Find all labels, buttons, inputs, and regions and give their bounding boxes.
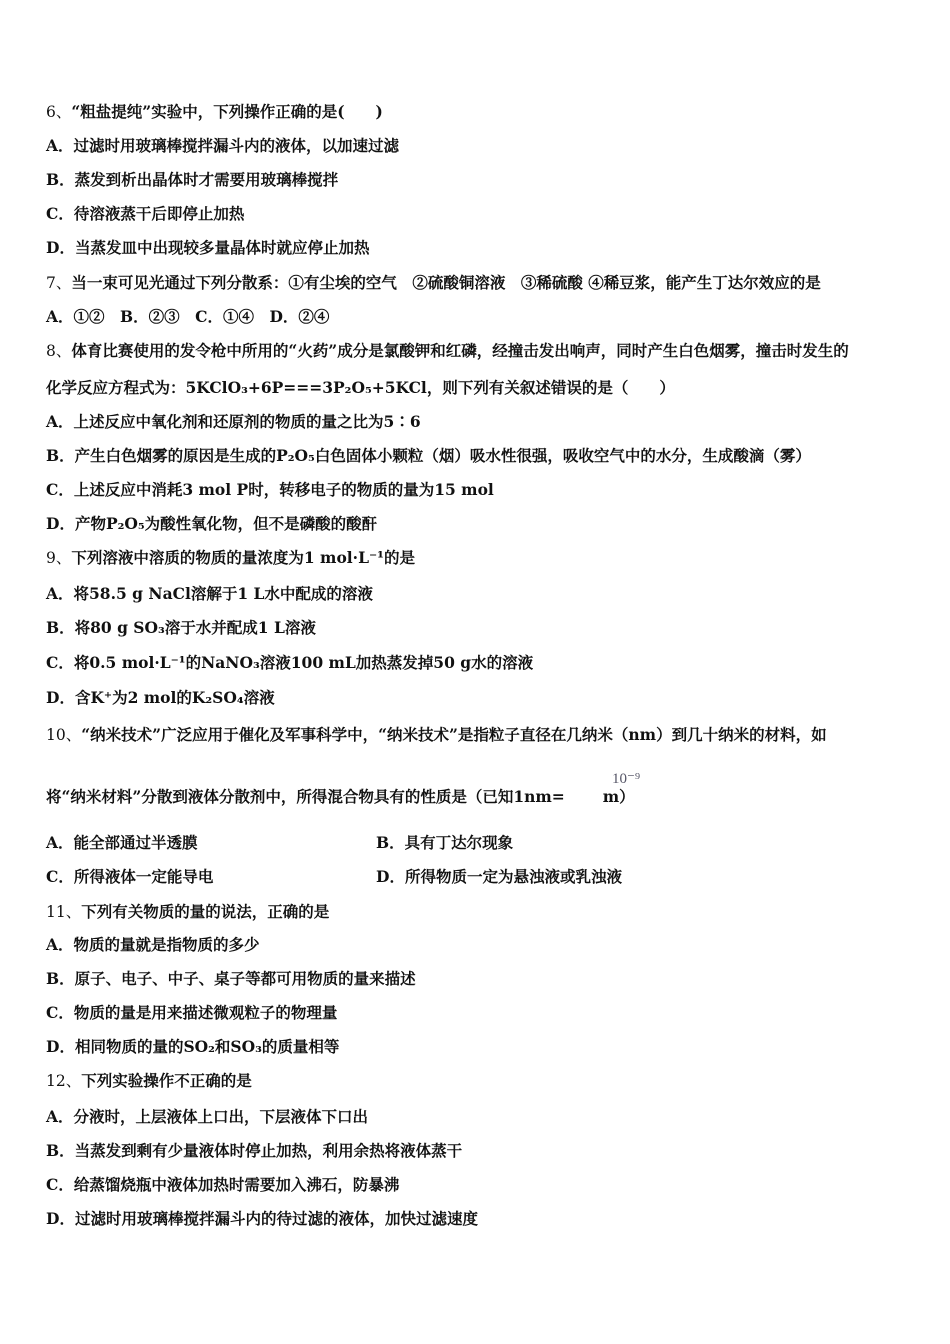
text-line — [46, 969, 416, 989]
text: C．待溶液蒸干后即停止加热 — [46, 204, 245, 223]
text-line — [46, 412, 421, 432]
text-line — [46, 787, 635, 807]
text: C．上述反应中消耗3 mol P时，转移电子的物质的量为15 mol — [46, 480, 494, 499]
text: C．给蒸馏烧瓶中液体加热时需要加入沸石，防暴沸 — [46, 1175, 400, 1194]
text-line — [46, 514, 377, 534]
text-line — [46, 725, 827, 745]
text-line — [46, 548, 415, 568]
text: D．含K⁺为2 mol的K₂SO₄溶液 — [46, 688, 275, 707]
question-number: 12、 — [46, 1072, 82, 1090]
text: A．分液时，上层液体上口出，下层液体下口出 — [46, 1107, 369, 1126]
text-line — [46, 307, 329, 327]
text-line — [376, 867, 622, 887]
question-number: 7、 — [46, 274, 72, 292]
text-line — [46, 935, 260, 955]
text: D．所得物质一定为悬浊液或乳浊液 — [376, 867, 622, 886]
text: B．将80 g SO₃溶于水并配成1 L溶液 — [46, 618, 316, 637]
text-line — [46, 1107, 368, 1127]
text: B．具有丁达尔现象 — [376, 833, 514, 852]
text-line — [46, 1141, 462, 1161]
text: m） — [602, 787, 635, 806]
question-number: 10、 — [46, 726, 82, 744]
text-line — [46, 902, 329, 922]
text: A．上述反应中氧化剂和还原剂的物质的量之比为5∶6 — [46, 412, 421, 431]
text-line — [46, 238, 369, 258]
question-number: 11、 — [46, 903, 82, 921]
text-line — [46, 446, 811, 466]
power-formula: 10⁻⁹ — [612, 771, 641, 787]
text-line — [46, 170, 338, 190]
text: A．能全部通过半透膜 — [46, 833, 198, 852]
text: 下列有关物质的量的说法，正确的是 — [81, 902, 330, 921]
question-number: 6、 — [46, 103, 72, 121]
text: A．将58.5 g NaCl溶解于1 L水中配成的溶液 — [46, 584, 373, 603]
text: 下列溶液中溶质的物质的量浓度为1 mol·L⁻¹的是 — [71, 548, 415, 567]
text: D．当蒸发皿中出现较多量晶体时就应停止加热 — [46, 238, 370, 257]
text-line — [46, 653, 533, 673]
text-line — [46, 102, 383, 122]
text-line — [46, 833, 198, 853]
text-line — [376, 833, 513, 853]
text: B．产生白色烟雾的原因是生成的P₂O₅白色固体小颗粒（烟）吸水性很强，吸收空气中的水分，生成酸滴（雾） — [46, 446, 811, 465]
text: “纳米技术”广泛应用于催化及军事科学中，“纳米技术”是指粒子直径在几纳米（nm）到几十纳米的材料，如 — [81, 725, 827, 744]
text-line — [46, 584, 373, 604]
text-line — [46, 867, 213, 887]
question-number: 9、 — [46, 549, 72, 567]
question-number: 8、 — [46, 342, 72, 360]
text: 体育比赛使用的发令枪中所用的“火药”成分是氯酸钾和红磷，经撞击发出响声，同时产生白色烟雾，撞击时发生的 — [71, 341, 849, 360]
text: 当一束可见光通过下列分散系：①有尘埃的空气 ②硫酸铜溶液 ③稀硫酸 ④稀豆浆，能产生丁达尔效应的是 — [71, 273, 821, 292]
text-line — [46, 273, 821, 293]
text-line — [46, 1071, 252, 1091]
text-line — [46, 1003, 337, 1023]
text: B．蒸发到析出晶体时才需要用玻璃棒搅拌 — [46, 170, 339, 189]
text: C．物质的量是用来描述微观粒子的物理量 — [46, 1003, 338, 1022]
text-line — [46, 1037, 339, 1057]
text: D．产物P₂O₅为酸性氧化物，但不是磷酸的酸酐 — [46, 514, 378, 533]
text-line — [46, 1175, 399, 1195]
text-line — [46, 480, 494, 500]
text: 将“纳米材料”分散到液体分散剂中，所得混合物具有的性质是（已知1nm= — [46, 787, 565, 806]
text: D．相同物质的量的SO₂和SO₃的质量相等 — [46, 1037, 340, 1056]
text: “粗盐提纯”实验中，下列操作正确的是( ) — [71, 102, 383, 121]
text-line — [46, 341, 849, 361]
text: 下列实验操作不正确的是 — [81, 1071, 252, 1090]
text-line — [46, 204, 244, 224]
text: A．①② B．②③ C．①④ D．②④ — [46, 307, 330, 326]
text: 化学反应方程式为：5KClO₃+6P===3P₂O₅+5KCl，则下列有关叙述错误的是（ ） — [46, 378, 675, 397]
text-line — [46, 688, 275, 708]
text-line — [46, 378, 675, 398]
text-line — [46, 1209, 478, 1229]
text: D．过滤时用玻璃棒搅拌漏斗内的待过滤的液体，加快过滤速度 — [46, 1209, 478, 1228]
text: A．过滤时用玻璃棒搅拌漏斗内的液体，以加速过滤 — [46, 136, 400, 155]
text: A．物质的量就是指物质的多少 — [46, 935, 260, 954]
text-line — [46, 136, 399, 156]
text: C．将0.5 mol·L⁻¹的NaNO₃溶液100 mL加热蒸发掉50 g水的溶液 — [46, 653, 534, 672]
text-line — [46, 618, 316, 638]
text: C．所得液体一定能导电 — [46, 867, 214, 886]
text: B．当蒸发到剩有少量液体时停止加热，利用余热将液体蒸干 — [46, 1141, 463, 1160]
text: B．原子、电子、中子、桌子等都可用物质的量来描述 — [46, 969, 416, 988]
